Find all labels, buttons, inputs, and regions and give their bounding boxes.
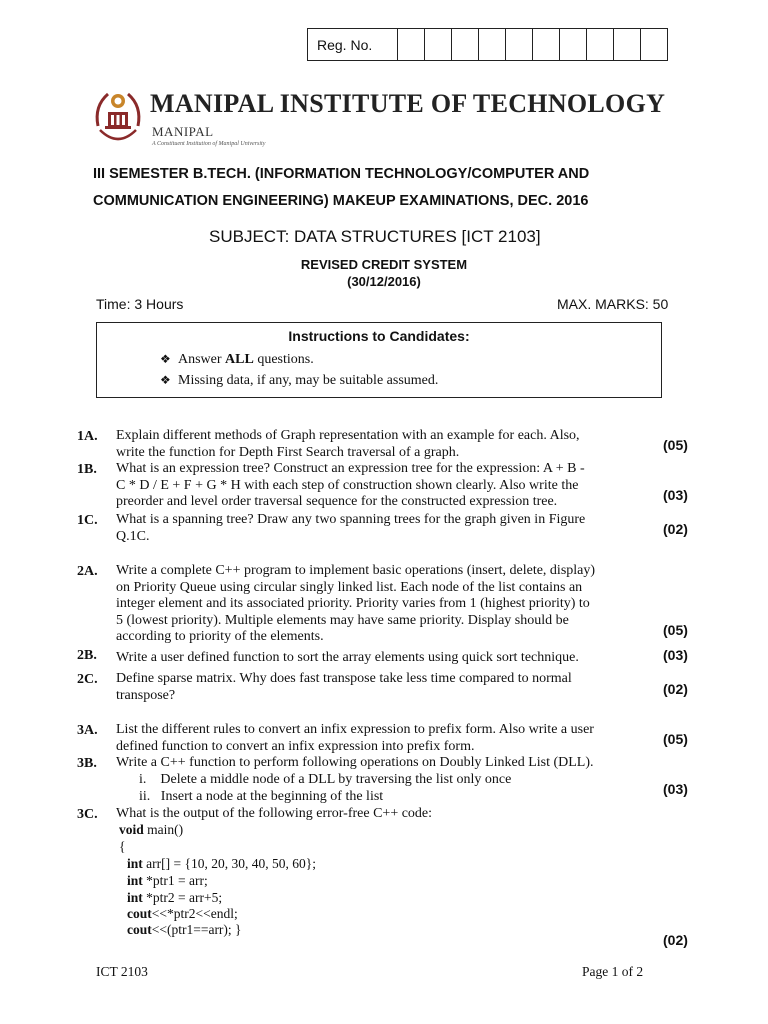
question-text-line: integer element and its associated priority. Priority varies from 1 (highest priority) to [116,596,590,611]
question-number: 3C. [77,807,98,822]
reg-digit-cell [641,29,667,60]
reg-no-label: Reg. No. [308,29,398,60]
code-line: void main() [119,822,184,837]
question-number: 2A. [77,564,98,579]
question-text-line: defined function to convert an infix expression into prefix form. [116,738,475,754]
question-marks: (03) [663,487,688,503]
question-marks: (02) [663,521,688,537]
question-text-line: What is an expression tree? Construct an expression tree for the expression: A + B - [116,461,585,476]
question-text-line: Write a user defined function to sort the array elements using quick sort technique. [116,650,579,665]
reg-digit-cell [398,29,425,60]
question-marks: (05) [663,437,688,453]
reg-digit-cell [587,29,614,60]
subject-title: SUBJECT: DATA STRUCTURES [ICT 2103] [209,227,541,246]
question-marks: (02) [663,681,688,697]
footer-page-number: Page 1 of 2 [582,964,644,979]
question-marks: (05) [663,622,688,638]
manipal-logo-icon [90,86,146,152]
max-marks: MAX. MARKS: 50 [557,296,669,312]
reg-digit-cell [452,29,479,60]
question-text-line: 5 (lowest priority). Multiple elements may have same priority. Display should be [116,612,569,628]
code-line: cout<<(ptr1==arr); } [127,922,242,937]
question-subitem: i. Delete a middle node of a DLL by traversing the list only once [139,772,512,787]
diamond-bullet-icon: ❖ [160,352,171,366]
reg-digit-cell [479,29,506,60]
reg-digit-cell [425,29,452,60]
question-marks: (02) [663,932,688,948]
question-marks: (05) [663,731,688,747]
code-line: int arr[] = {10, 20, 30, 40, 50, 60}; [127,856,316,871]
question-number: 1B. [77,462,97,477]
question-text-line: according to priority of the elements. [116,629,324,644]
question-text-line: write the function for Depth First Search traversal of a graph. [116,444,460,460]
reg-digit-cell [614,29,641,60]
question-number: 1A. [77,429,98,444]
question-text-line: Q.1C. [116,528,150,544]
exam-title-line2: COMMUNICATION ENGINEERING) MAKEUP EXAMINATIONS, DEC. 2016 [93,193,589,209]
exam-duration: Time: 3 Hours [96,296,184,312]
question-text-line: List the different rules to convert an infix expression to prefix form. Also write a user [116,722,594,737]
question-number: 2C. [77,672,98,687]
exam-date: (30/12/2016) [347,274,421,289]
institute-tagline: A Constituent Institution of Manipal University [152,141,266,147]
exam-title-line1: III SEMESTER B.TECH. (INFORMATION TECHNOLOGY/COMPUTER AND [93,166,590,182]
question-number: 3A. [77,723,98,738]
question-marks: (03) [663,647,688,663]
reg-digit-cell [560,29,587,60]
question-text-line: transpose? [116,687,176,703]
question-number: 2B. [77,648,97,663]
code-line: int *ptr2 = arr+5; [127,890,223,905]
instruction-item: ❖ Missing data, if any, may be suitable assumed. [160,373,439,388]
credit-system: REVISED CREDIT SYSTEM [300,257,468,272]
question-text-line: What is the output of the following error-free C++ code: [116,806,433,821]
institute-name: MANIPAL INSTITUTE OF TECHNOLOGY [150,89,666,118]
code-line: int *ptr1 = arr; [127,873,208,888]
question-marks: (03) [663,781,688,797]
code-line: { [119,839,126,854]
instructions-box [96,322,662,398]
reg-digit-cell [533,29,560,60]
reg-digit-cell [506,29,533,60]
question-text-line: preorder and level order traversal sequence for the constructed expression tree. [116,494,558,509]
footer-course-code: ICT 2103 [96,964,148,979]
question-text-line: Write a complete C++ program to implement basic operations (insert, delete, display) [116,563,596,578]
instruction-item: ❖ Answer ALL questions. [160,352,314,367]
question-text-line: Explain different methods of Graph representation with an example for each. Also, [116,428,580,443]
reg-no-box [307,28,668,61]
question-number: 3B. [77,756,97,771]
question-text-line: on Priority Queue using circular singly linked list. Each node of the list contains an [116,579,583,595]
question-subitem: ii. Insert a node at the beginning of the list [139,789,384,804]
question-text-line: What is a spanning tree? Draw any two spanning trees for the graph given in Figure [116,512,586,527]
institute-city: MANIPAL [152,124,214,139]
question-text-line: Write a C++ function to perform following operations on Doubly Linked List (DLL). [116,755,594,770]
instructions-title: Instructions to Candidates: [288,328,470,344]
question-text-line: Define sparse matrix. Why does fast transpose take less time compared to normal [116,671,572,686]
question-number: 1C. [77,513,98,528]
code-line: cout<<*ptr2<<endl; [127,906,238,921]
diamond-bullet-icon: ❖ [160,373,171,387]
question-text-line: C * D / E + F + G * H with each step of construction shown clearly. Also write the [116,477,579,493]
